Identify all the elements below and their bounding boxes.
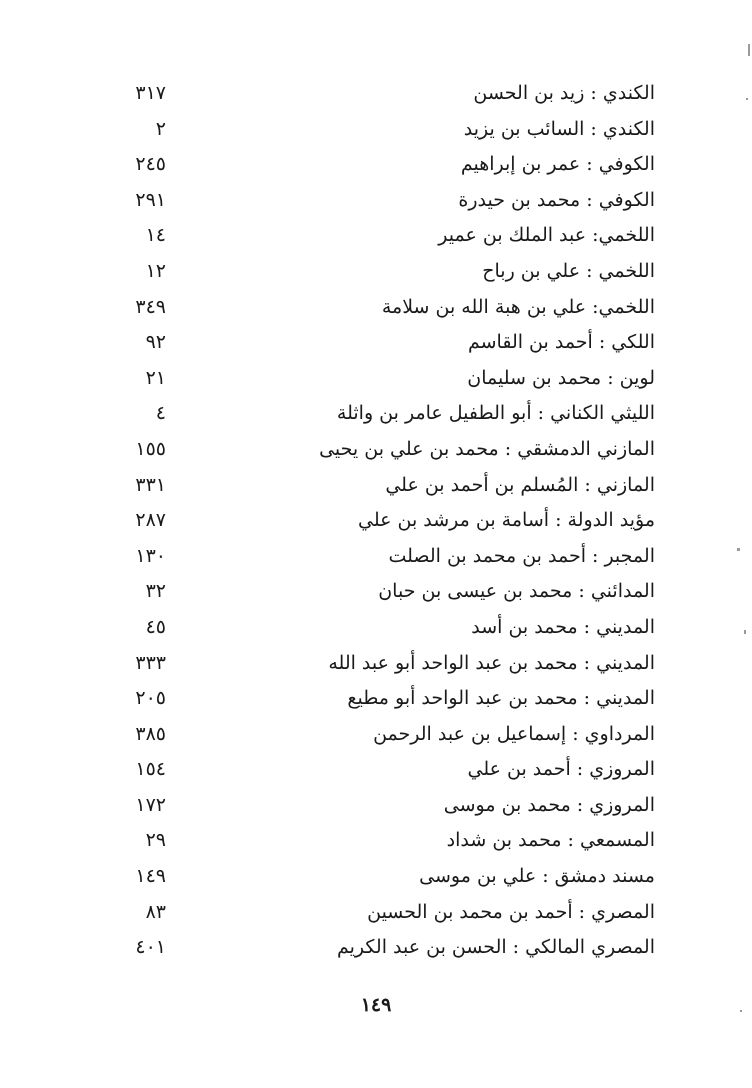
index-entry xyxy=(110,646,655,682)
index-entry xyxy=(110,539,655,575)
entry-page-ref: ٣٣١ xyxy=(135,473,166,496)
entry-name: المرداوي : إسماعيل بن عبد الرحمن xyxy=(373,722,655,745)
entry-name: المازني الدمشقي : محمد بن علي بن يحيى xyxy=(319,437,655,460)
entry-page-ref: ١٥٥ xyxy=(135,437,166,460)
index-entry xyxy=(110,895,655,931)
index-entry xyxy=(110,218,655,254)
entry-name: الكندي : زيد بن الحسن xyxy=(473,82,655,104)
entry-name: المصري المالكي : الحسن بن عبد الكريم xyxy=(337,936,655,959)
entry-name: الكوفي : محمد بن حيدرة xyxy=(458,188,655,211)
entry-name: لوين : محمد بن سليمان xyxy=(467,366,655,389)
entry-page-ref: ٢٤٥ xyxy=(135,153,166,176)
index-entry xyxy=(110,183,655,219)
entry-name: مسند دمشق : علي بن موسى xyxy=(419,865,655,888)
entry-page-ref: ٣١٧ xyxy=(135,82,166,104)
entry-name: اللخمي: عبد الملك بن عمير xyxy=(438,224,655,247)
entry-name: المديني : محمد بن عبد الواحد أبو عبد الله xyxy=(328,651,655,674)
entry-name: الكوفي : عمر بن إبراهيم xyxy=(460,153,655,176)
entry-page-ref: ٢٩ xyxy=(145,829,166,852)
index-entry xyxy=(110,147,655,183)
entry-page-ref: ٢٠٥ xyxy=(135,687,166,710)
entry-page-ref: ٤ xyxy=(155,402,166,425)
index-entry xyxy=(110,752,655,788)
entry-name: المدائني : محمد بن عيسى بن حبان xyxy=(378,580,655,603)
entry-page-ref: ٢٨٧ xyxy=(135,509,166,532)
entry-name: المازني : المُسلم بن أحمد بن علي xyxy=(385,473,655,496)
index-entry xyxy=(110,76,655,112)
scan-mark xyxy=(746,98,748,100)
index-entry xyxy=(110,290,655,326)
page-number: ١٤٩ xyxy=(360,994,392,1016)
index-entry xyxy=(110,468,655,504)
entry-name: المديني : محمد بن أسد xyxy=(471,615,655,638)
entry-page-ref: ٣٣٣ xyxy=(135,651,166,674)
entry-name: المصري : أحمد بن محمد بن الحسين xyxy=(367,900,655,923)
entry-page-ref: ٣٢ xyxy=(145,580,166,603)
entry-name: الليثي الكناني : أبو الطفيل عامر بن واثلة xyxy=(336,402,655,425)
entry-page-ref: ٨٣ xyxy=(145,900,166,923)
index-entry xyxy=(110,574,655,610)
entry-page-ref: ٩٢ xyxy=(145,331,166,354)
index-entry xyxy=(110,112,655,148)
index-entry xyxy=(110,681,655,717)
entry-page-ref: ٤٥ xyxy=(145,615,166,638)
scan-mark xyxy=(740,1010,742,1012)
entry-name: المسمعي : محمد بن شداد xyxy=(446,829,655,852)
entry-page-ref: ١٣٠ xyxy=(135,544,166,567)
index-entry xyxy=(110,396,655,432)
scan-mark xyxy=(748,44,750,56)
entry-name: المروزي : محمد بن موسى xyxy=(443,793,655,816)
index-entry xyxy=(110,717,655,753)
entry-name: الكندي : السائب بن يزيد xyxy=(463,117,655,140)
entry-page-ref: ٤٠١ xyxy=(135,936,166,959)
index-entry xyxy=(110,254,655,290)
entry-name: المجبر : أحمد بن محمد بن الصلت xyxy=(388,544,655,567)
entry-name: مؤيد الدولة : أسامة بن مرشد بن علي xyxy=(358,509,655,532)
entry-page-ref: ٢١ xyxy=(145,366,166,389)
entry-page-ref: ٢ xyxy=(155,117,166,140)
entry-name: المروزي : أحمد بن علي xyxy=(467,758,655,781)
index-list xyxy=(110,76,655,966)
index-entry xyxy=(110,823,655,859)
entry-page-ref: ١٤ xyxy=(145,224,166,247)
entry-name: اللخمي: علي بن هبة الله بن سلامة xyxy=(381,295,655,318)
entry-name: المديني : محمد بن عبد الواحد أبو مطيع xyxy=(347,687,655,710)
entry-page-ref: ١٤٩ xyxy=(135,865,166,888)
index-entry xyxy=(110,503,655,539)
scan-mark xyxy=(737,548,740,551)
index-entry xyxy=(110,859,655,895)
entry-name: اللخمي : علي بن رباح xyxy=(482,259,655,282)
index-entry xyxy=(110,610,655,646)
index-entry xyxy=(110,361,655,397)
scan-mark xyxy=(744,630,746,634)
index-entry xyxy=(110,325,655,361)
index-entry xyxy=(110,930,655,966)
entry-page-ref: ١٢ xyxy=(145,259,166,282)
entry-page-ref: ٣٤٩ xyxy=(135,295,166,318)
index-entry xyxy=(110,432,655,468)
entry-page-ref: ٣٨٥ xyxy=(135,722,166,745)
entry-page-ref: ١٧٢ xyxy=(135,793,166,816)
entry-page-ref: ٢٩١ xyxy=(135,188,166,211)
entry-page-ref: ١٥٤ xyxy=(135,758,166,781)
entry-name: اللكي : أحمد بن القاسم xyxy=(467,331,655,354)
index-entry xyxy=(110,788,655,824)
